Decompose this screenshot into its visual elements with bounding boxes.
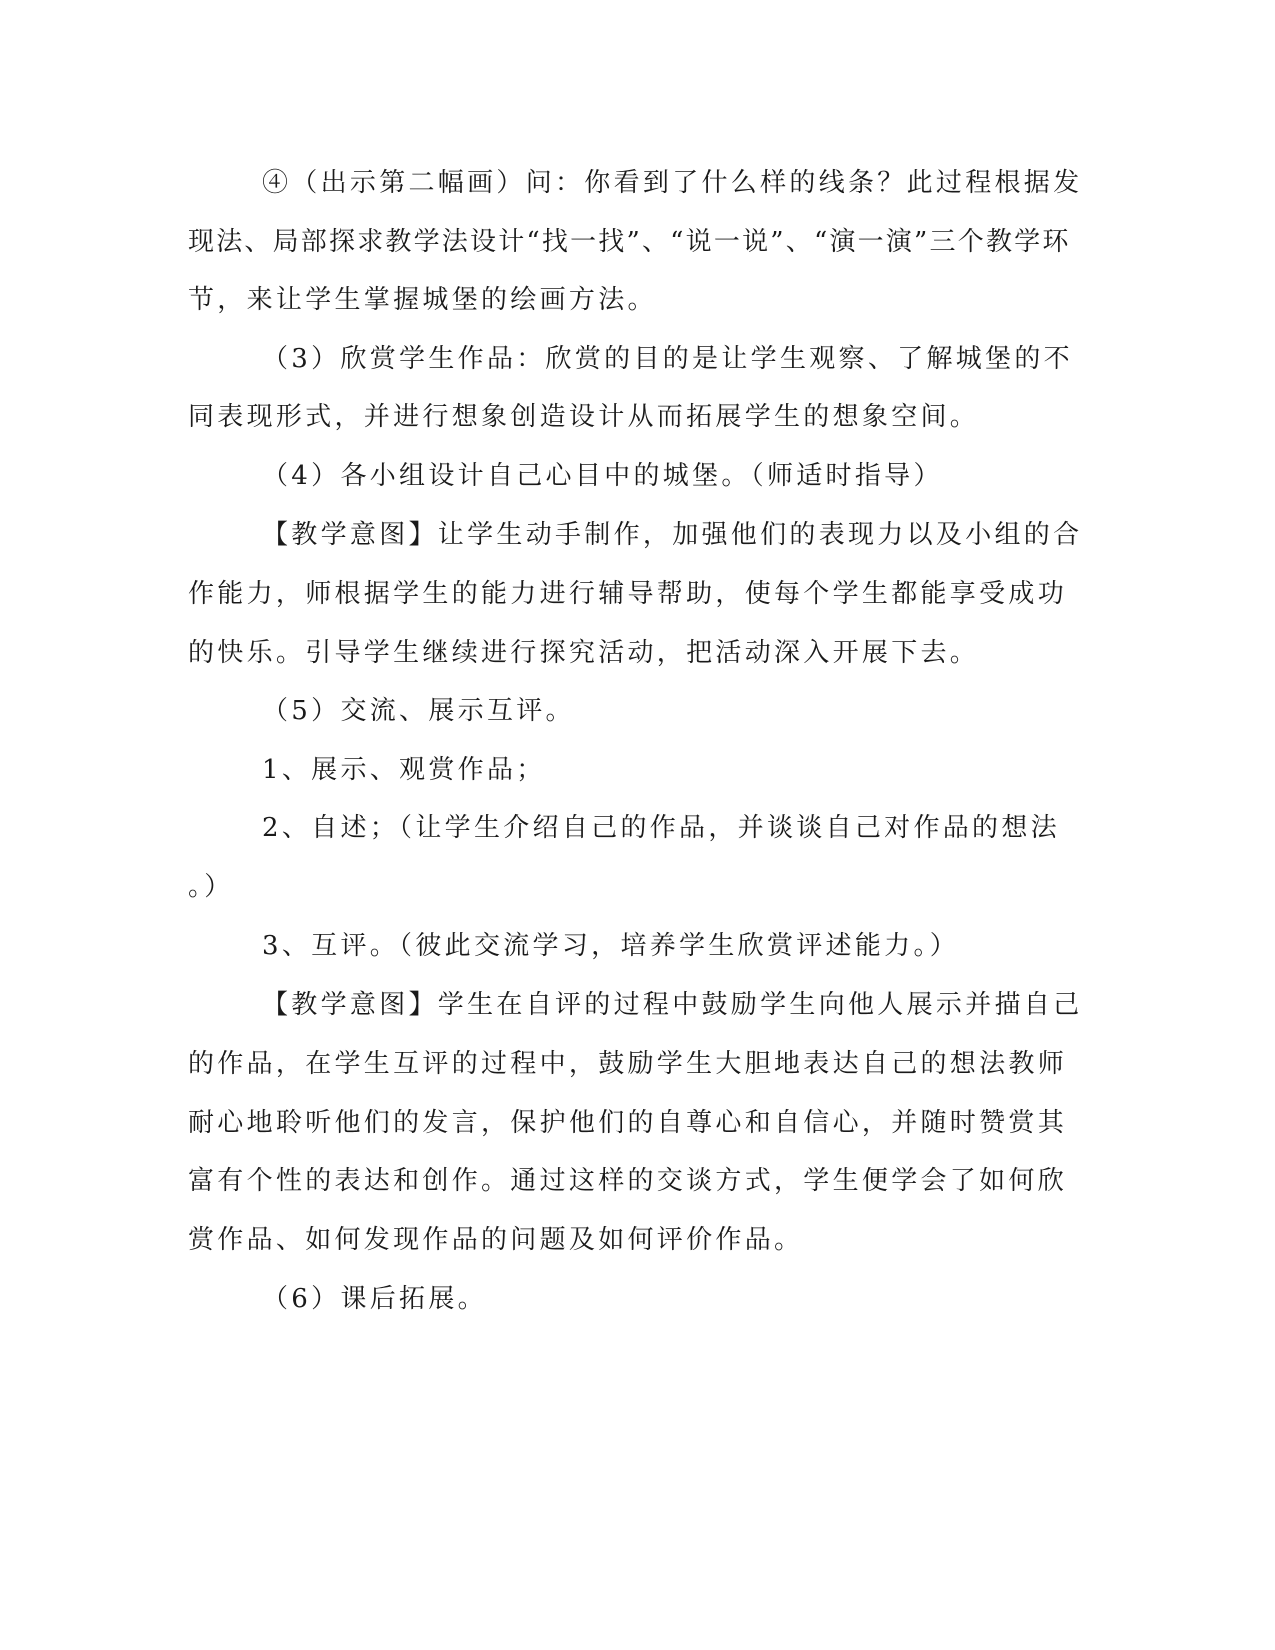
paragraph-line-1: ④（出示第二幅画）问：你看到了什么样的线条？此过程根据发	[262, 168, 1083, 198]
paragraph-line-16: 的作品，在学生互评的过程中，鼓励学生大胆地表达自己的想法教师	[188, 1049, 1068, 1079]
paragraph-line-17: 耐心地聆听他们的发言，保护他们的自尊心和自信心，并随时赞赏其	[188, 1108, 1068, 1138]
paragraph-line-6: （4）各小组设计自己心目中的城堡。（师适时指导）	[262, 461, 943, 491]
paragraph-line-5: 同表现形式，并进行想象创造设计从而拓展学生的想象空间。	[188, 402, 980, 432]
paragraph-line-15: 【教学意图】学生在自评的过程中鼓励学生向他人展示并描自己	[262, 990, 1083, 1020]
paragraph-line-18: 富有个性的表达和创作。通过这样的交谈方式，学生便学会了如何欣	[188, 1166, 1068, 1196]
paragraph-line-20: （6）课后拓展。	[262, 1284, 487, 1314]
paragraph-line-2: 现法、局部探求教学法设计“找一找”、“说一说”、“演一演”三个教学环	[188, 227, 1071, 257]
paragraph-line-13: 。）	[188, 872, 234, 902]
paragraph-line-7: 【教学意图】让学生动手制作，加强他们的表现力以及小组的合	[262, 520, 1083, 550]
paragraph-line-4: （3）欣赏学生作品：欣赏的目的是让学生观察、了解城堡的不	[262, 344, 1073, 374]
paragraph-line-12: 2、自述；（让学生介绍自己的作品，并谈谈自己对作品的想法	[262, 813, 1060, 843]
paragraph-line-8: 作能力，师根据学生的能力进行辅导帮助，使每个学生都能享受成功	[188, 579, 1068, 609]
paragraph-line-10: （5）交流、展示互评。	[262, 696, 575, 726]
paragraph-line-3: 节，来让学生掌握城堡的绘画方法。	[188, 285, 657, 315]
paragraph-line-9: 的快乐。引导学生继续进行探究活动，把活动深入开展下去。	[188, 638, 980, 668]
paragraph-line-19: 赏作品、如何发现作品的问题及如何评价作品。	[188, 1225, 804, 1255]
paragraph-line-14: 3、互评。（彼此交流学习，培养学生欣赏评述能力。）	[262, 931, 960, 961]
paragraph-line-11: 1、展示、观赏作品；	[262, 755, 546, 785]
